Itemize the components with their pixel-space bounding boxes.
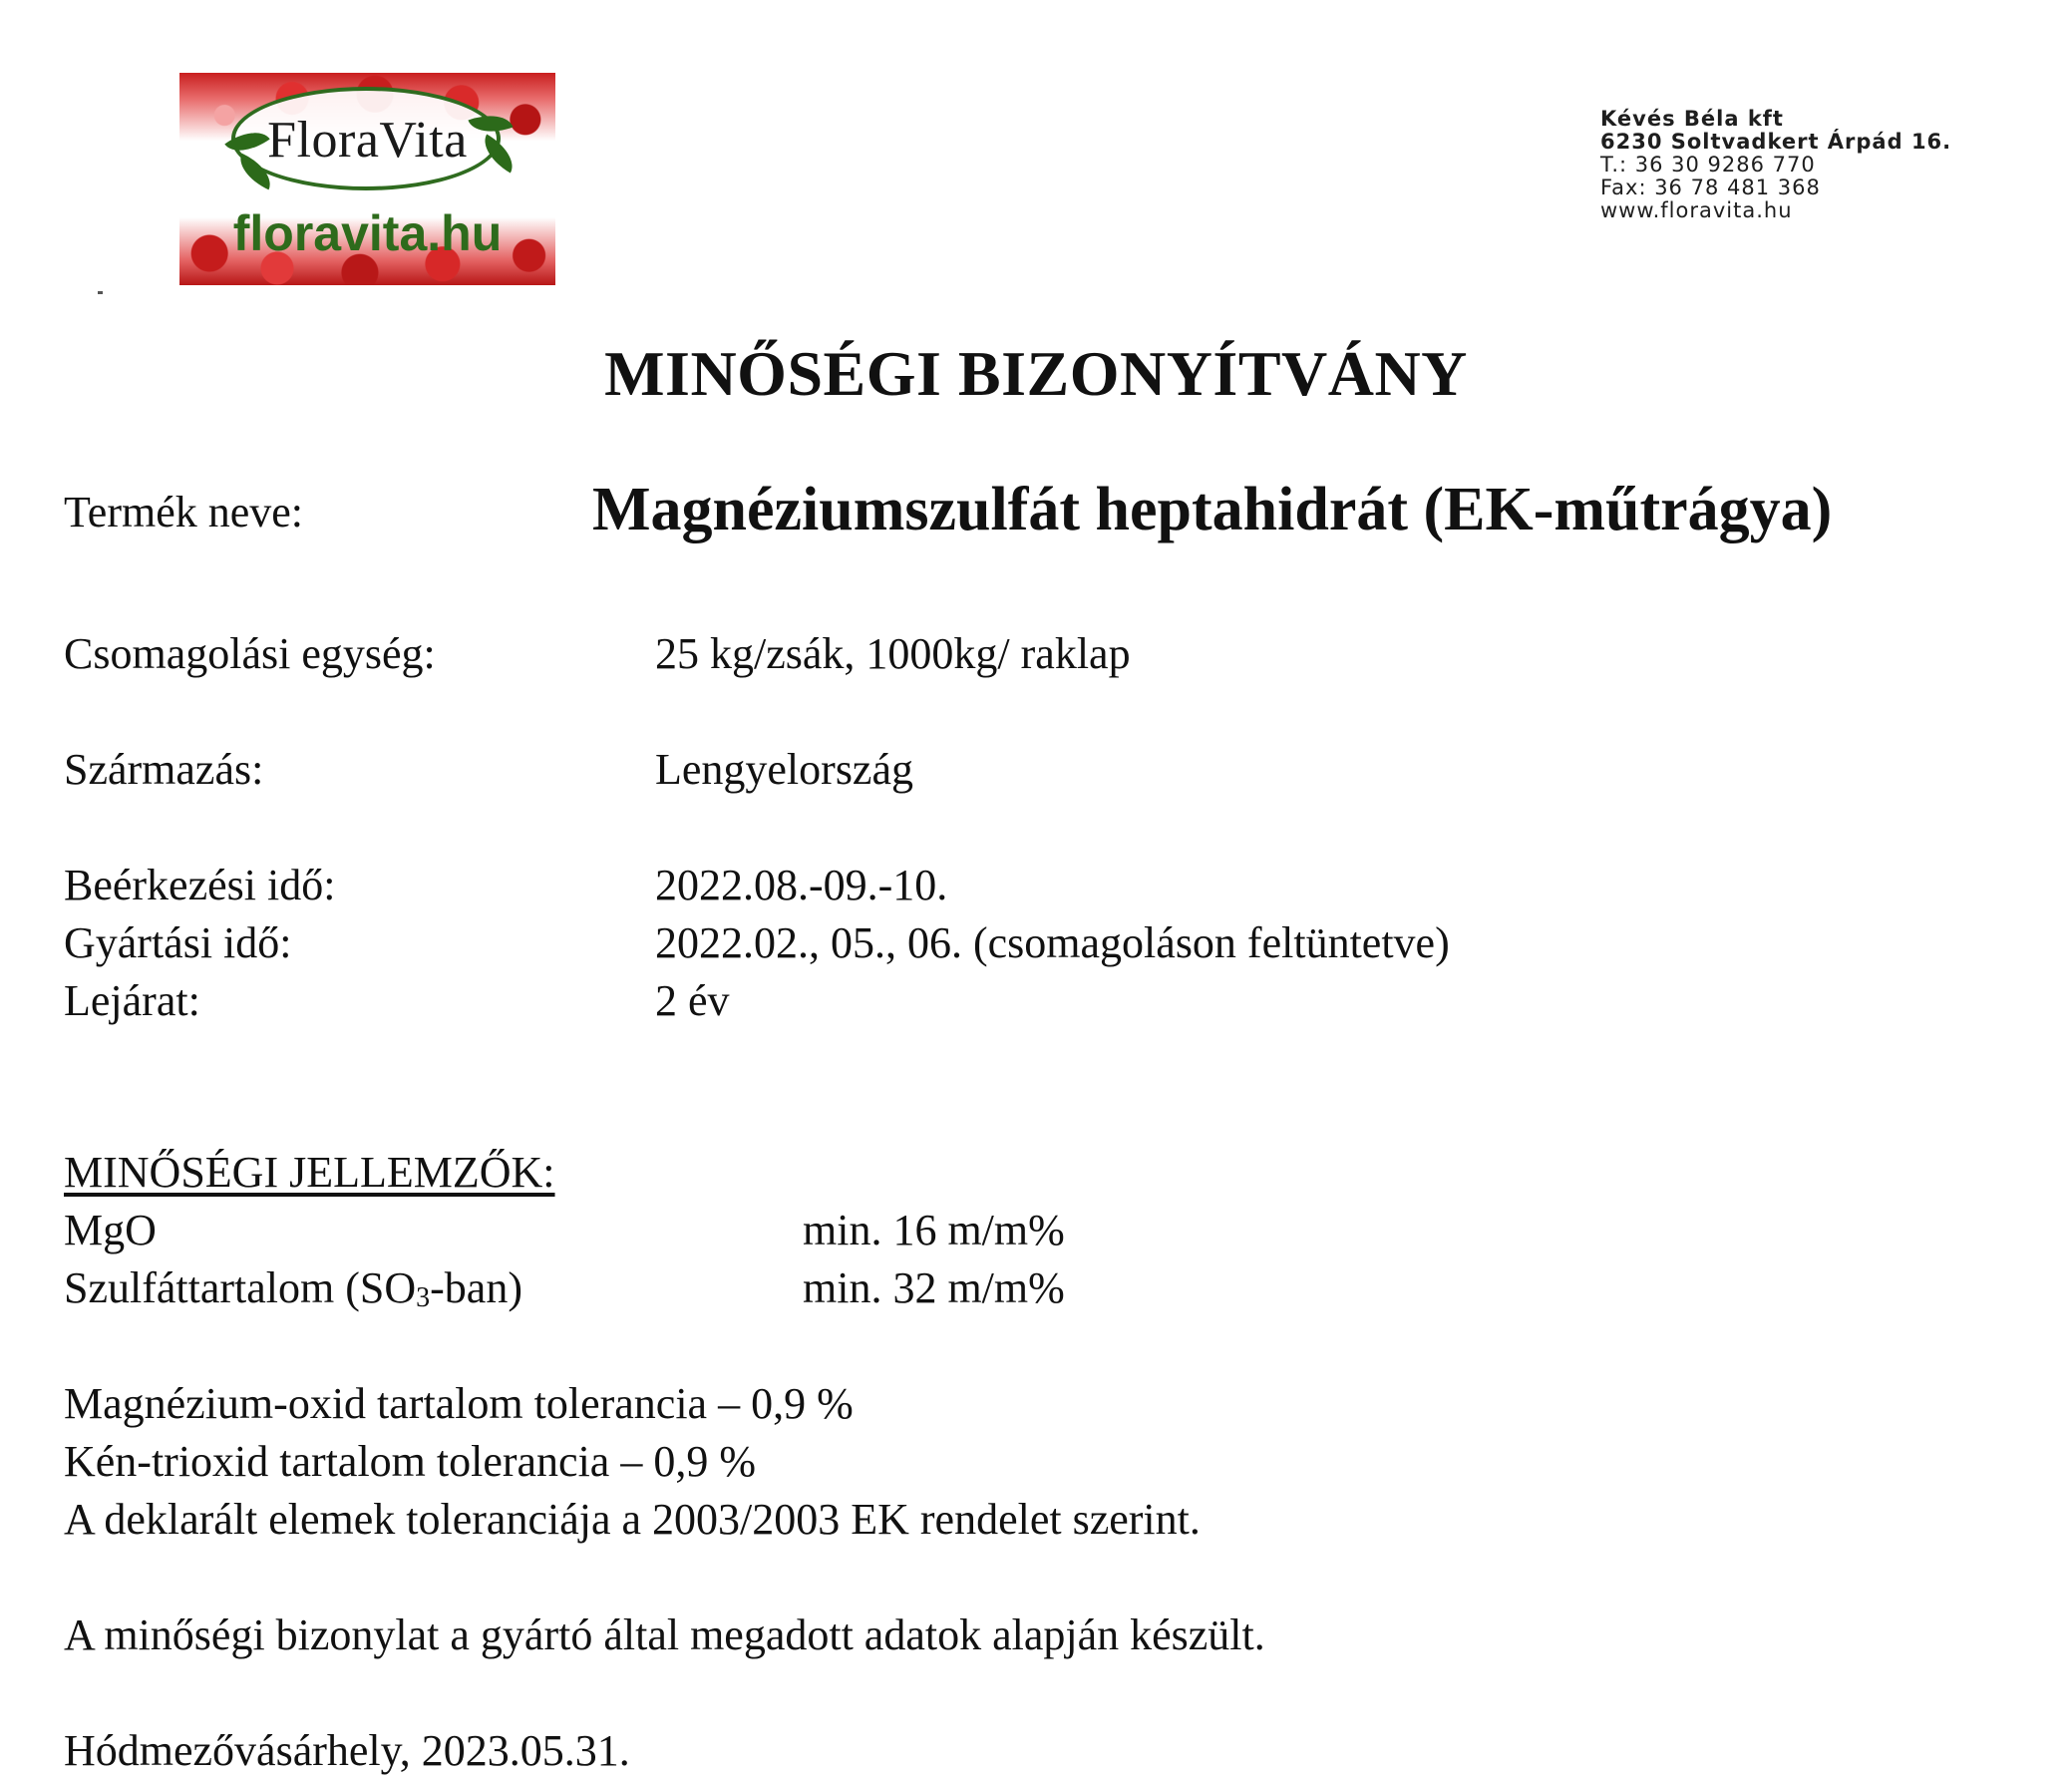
- company-web: www.floravita.hu: [1600, 198, 1793, 222]
- company-fax: Fax: 36 78 481 368: [1600, 176, 1821, 199]
- quality-row-name: MgO: [64, 1206, 157, 1254]
- logo-domain: floravita.hu: [232, 205, 503, 261]
- company-phone: T.: 36 30 9286 770: [1600, 153, 1816, 177]
- floravita-logo: [179, 73, 555, 285]
- document-title: MINŐSÉGI BIZONYÍTVÁNY: [604, 338, 1468, 409]
- quality-row-value: min. 16 m/m%: [803, 1206, 1065, 1254]
- packaging-value: 25 kg/zsák, 1000kg/ raklap: [655, 629, 1131, 678]
- company-name: Kévés Béla kft: [1600, 107, 1784, 131]
- scan-mark: [98, 291, 103, 294]
- product-label: Termék neve:: [64, 488, 304, 536]
- packaging-label: Csomagolási egység:: [64, 629, 436, 678]
- arrival-value: 2022.08.-09.-10.: [655, 861, 948, 909]
- product-name: Magnéziumszulfát heptahidrát (EK-műtrágya): [592, 476, 1833, 543]
- production-label: Gyártási idő:: [64, 918, 292, 967]
- expiry-label: Lejárat:: [64, 976, 200, 1025]
- company-info: [1600, 108, 1951, 222]
- company-address: 6230 Soltvadkert Árpád 16.: [1600, 130, 1952, 154]
- quality-row-name-suffix: -ban): [430, 1263, 522, 1312]
- note-line: Magnézium-oxid tartalom tolerancia – 0,9 %: [64, 1379, 854, 1428]
- place-date: Hódmezővásárhely, 2023.05.31.: [64, 1726, 630, 1775]
- note-line: Kén-trioxid tartalom tolerancia – 0,9 %: [64, 1437, 756, 1486]
- note-line: A deklarált elemek toleranciája a 2003/2003 EK rendelet szerint.: [64, 1495, 1201, 1544]
- quality-row-name-prefix: Szulfáttartalom (SO: [64, 1263, 417, 1312]
- origin-label: Származás:: [64, 745, 264, 794]
- origin-value: Lengyelország: [655, 745, 913, 794]
- quality-row-value: min. 32 m/m%: [803, 1263, 1065, 1312]
- expiry-value: 2 év: [655, 976, 730, 1025]
- quality-heading: MINŐSÉGI JELLEMZŐK:: [64, 1148, 555, 1197]
- quality-row-name-subscript: 3: [416, 1282, 431, 1313]
- statement: A minőségi bizonylat a gyártó által megadott adatok alapján készült.: [64, 1610, 1265, 1659]
- logo-brand-name: FloraVita: [267, 112, 468, 169]
- quality-row-name: [64, 1262, 522, 1314]
- arrival-label: Beérkezési idő:: [64, 861, 336, 909]
- production-value: 2022.02., 05., 06. (csomagoláson feltüntetve): [655, 918, 1450, 967]
